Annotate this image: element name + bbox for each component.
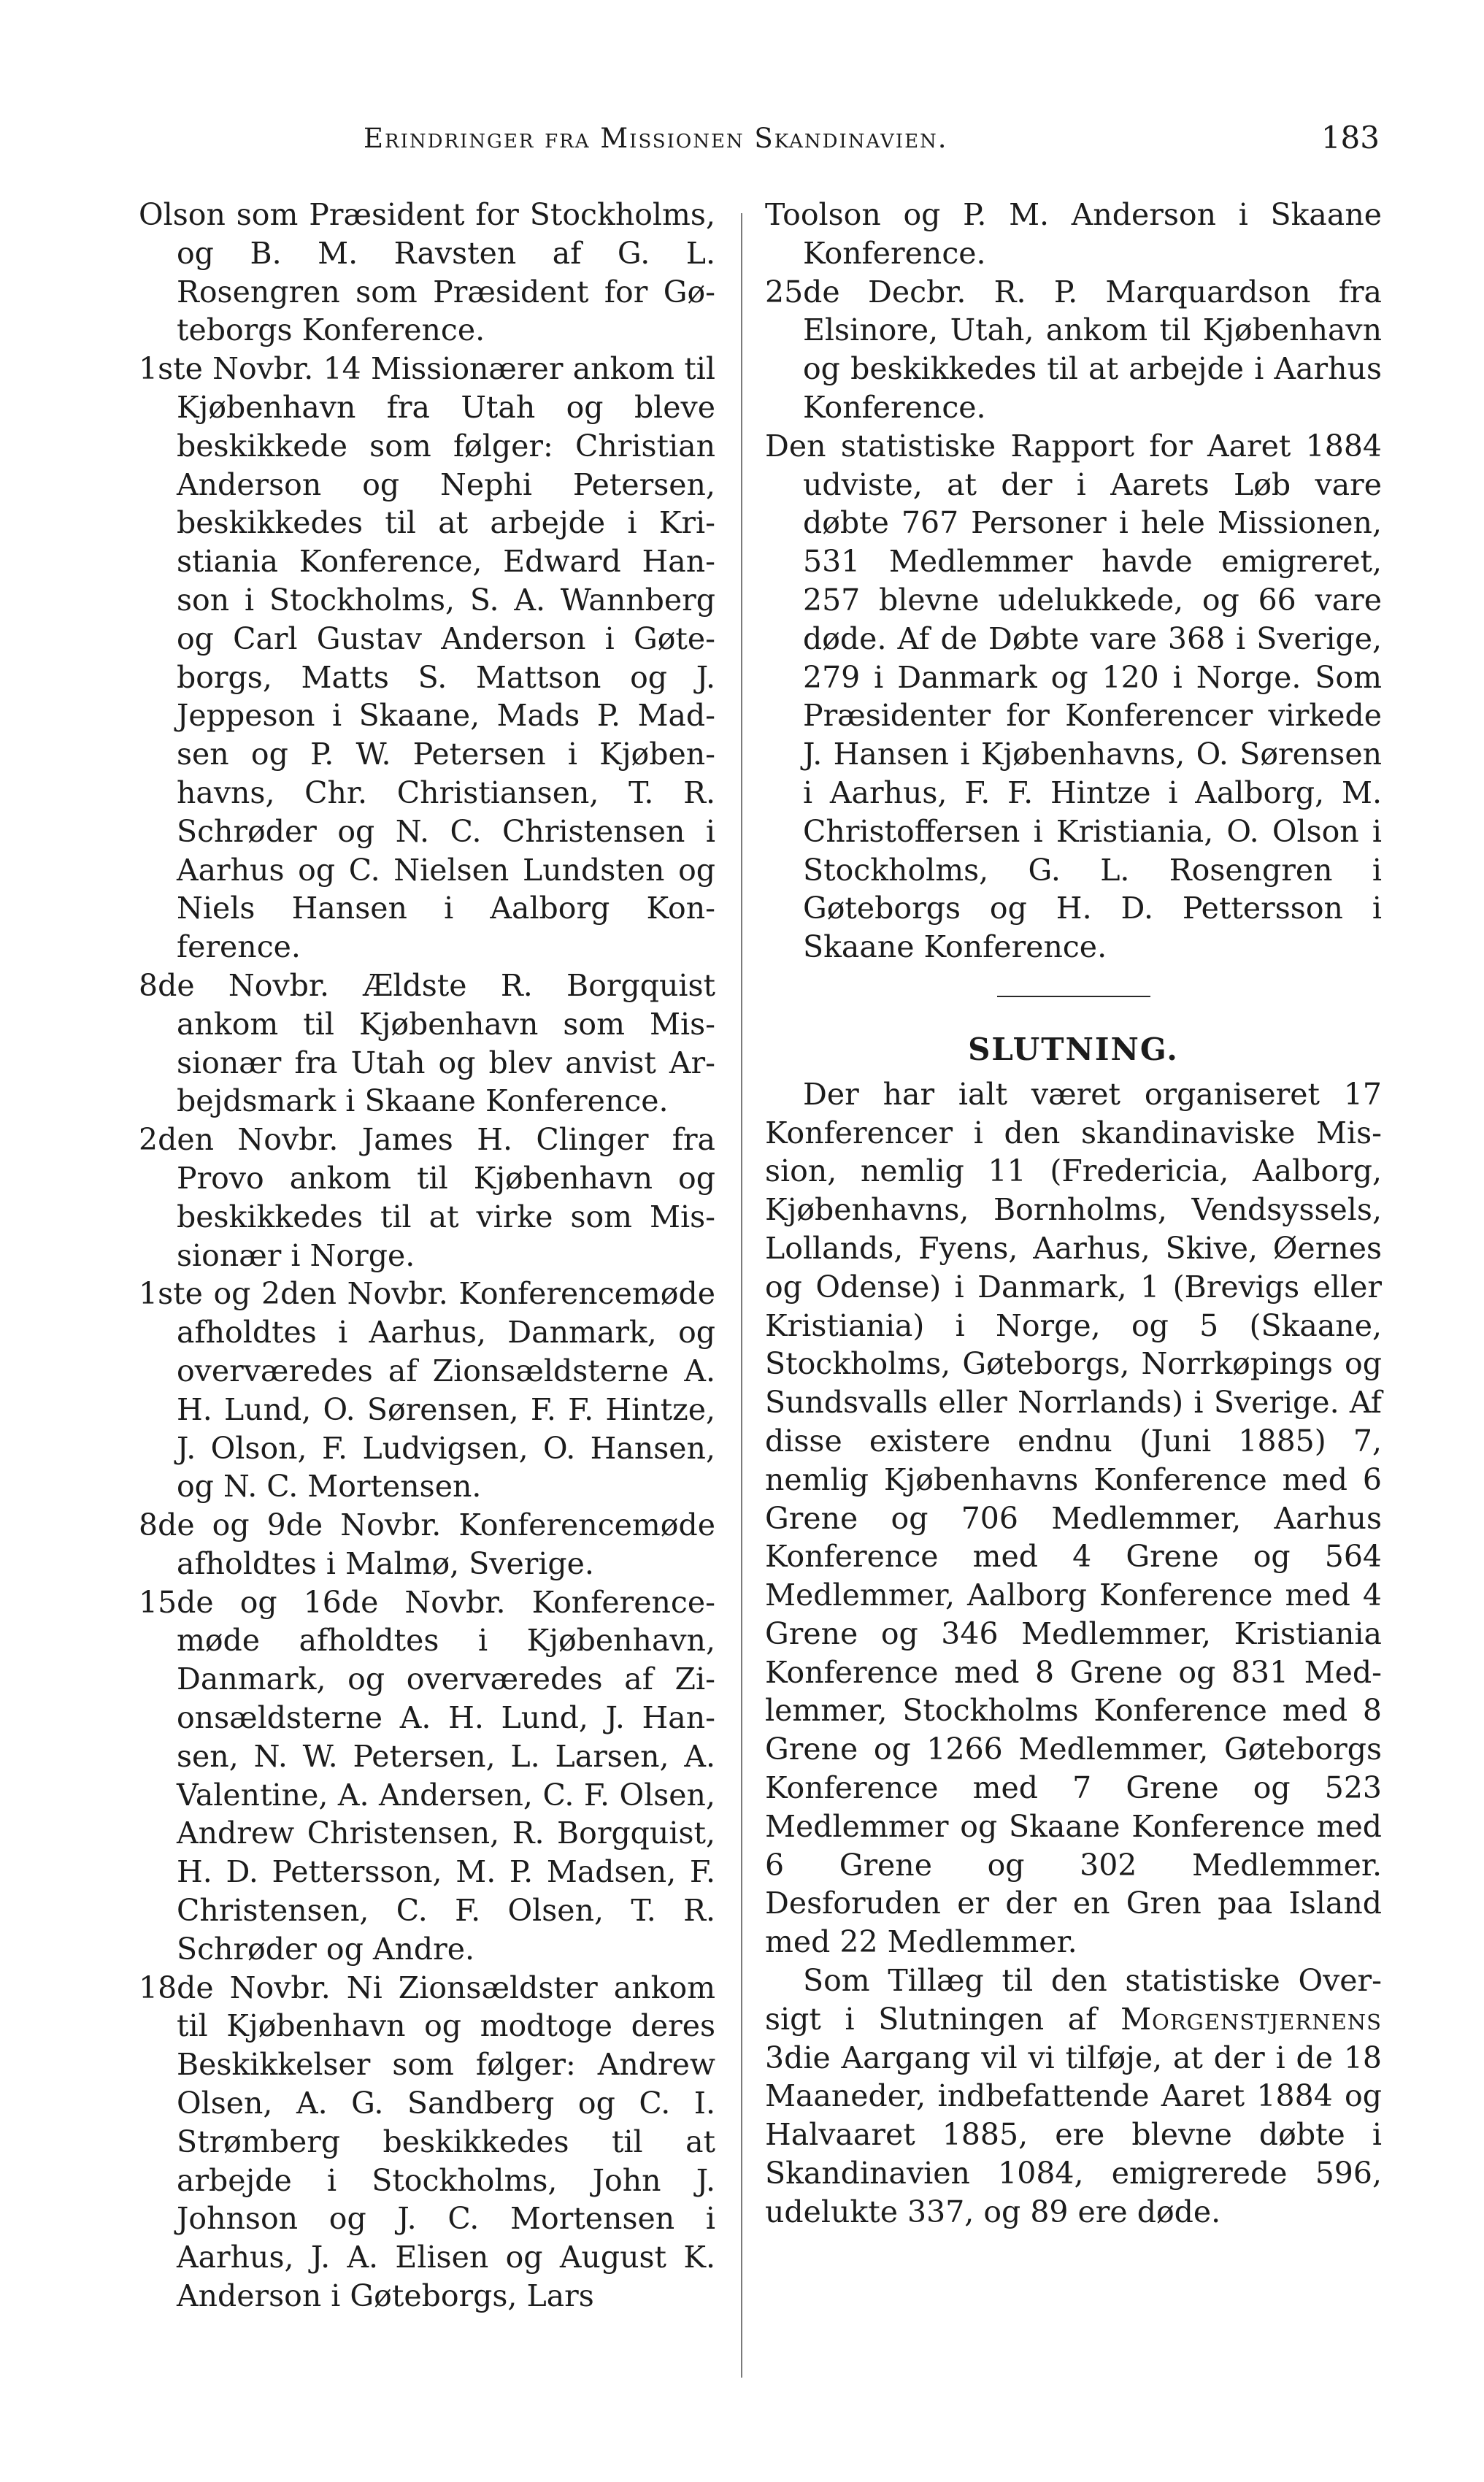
publication-name: Morgenstjernens xyxy=(1120,2001,1382,2037)
right-column xyxy=(765,196,1382,2232)
entry-paragraph: Toolson og P. M. Anderson i Skaane Konference. xyxy=(765,197,1382,271)
left-column xyxy=(139,196,715,2316)
entry-paragraph: 1ste Novbr. 14 Missionærer ankom til Kjøbenhavn fra Utah og bleve beskikkede som følger: Christian Anderson og Nephi Petersen, beskikkedes til at arbejde i Kristiania Konference, Edward Hanson i Stockholms, S. A. Wannberg og Carl Gustav Anderson i Gøteborgs, Matts S. Mattson og J. Jeppeson i Skaane, Mads P. Madsen og P. W. Petersen i Kjøbenhavns, Chr. Christiansen, T. R. Schrøder og N. C. Christensen i Aarhus og C. Nielsen Lundsten og Niels Hansen i Aalborg Konference. xyxy=(139,351,715,965)
entry-paragraph: 8de og 9de Novbr. Konferencemøde afholdtes i Malmø, Sverige. xyxy=(139,1507,715,1581)
entry-paragraph: 18de Novbr. Ni Zionsældster ankom til Kjøbenhavn og modtoge deres Beskikkelser som følger: Andrew Olsen, A. G. Sandberg og C. I. Strømberg beskikkedes til at arbejde i Stockholms, John J. Johnson og J. C. Mortensen i Aarhus, J. A. Elisen og August K. Anderson i Gøteborgs, Lars xyxy=(139,1970,715,2314)
running-title: Erindringer fra Missionen Skandinavien. xyxy=(364,123,948,154)
entry-paragraph: 2den Novbr. James H. Clinger fra Provo ankom til Kjøbenhavn og beskikkedes til at virke som Missionær i Norge. xyxy=(139,1122,715,1273)
page-number: 183 xyxy=(1320,120,1380,155)
addendum-text-start: Som Tillæg til den statistiske Oversigt i Slutningen af xyxy=(765,1963,1382,2037)
conclusion-paragraph: Der har ialt været organiseret 17 Konferencer i den skandinaviske Mission, nemlig 11 (Fredericia, Aalborg, Kjøbenhavns, Bornholms, Vendsyssels, Lollands, Fyens, Aarhus, Skive, Øernes og Odense) i Danmark, 1 (Brevigs eller Kristiania) i Norge, og 5 (Skaane, Stockholms, Gøteborgs, Norrkøpings og Sundsvalls eller Norrlands) i Sverige. Af disse existere endnu (Juni 1885) 7, nemlig Kjøbenhavns Konference med 6 Grene og 706 Medlemmer, Aarhus Konference med 4 Grene og 564 Medlemmer, Aalborg Konference med 4 Grene og 346 Medlemmer, Kristiania Konference med 8 Grene og 831 Medlemmer, Stockholms Konference med 8 Grene og 1266 Medlemmer, Gøteborgs Konference med 7 Grene og 523 Medlemmer og Skaane Konference med 6 Grene og 302 Medlemmer. Desforuden er der en Gren paa Island med 22 Medlemmer. xyxy=(765,1076,1382,1960)
entry-paragraph: Olson som Præsident for Stockholms, og B. M. Ravsten af G. L. Rosengren som Præsident for Gøteborgs Konference. xyxy=(139,197,715,348)
entry-paragraph: 1ste og 2den Novbr. Konferencemøde afholdtes i Aarhus, Danmark, og overværedes af Zionsældsterne A. H. Lund, O. Sørensen, F. F. Hintze, J. Olson, F. Ludvigsen, O. Hansen, og N. C. Mortensen. xyxy=(139,1276,715,1505)
addendum-paragraph xyxy=(765,1962,1382,2232)
page-header xyxy=(139,120,1380,174)
column-divider xyxy=(741,213,742,2378)
entry-paragraph: 25de Decbr. R. P. Marquardson fra Elsinore, Utah, ankom til Kjøbenhavn og beskikkedes til at arbejde i Aarhus Konference. xyxy=(765,274,1382,425)
entry-paragraph: 8de Novbr. Ældste R. Borgquist ankom til Kjøbenhavn som Missionær fra Utah og blev anvist Arbejdsmark i Skaane Konference. xyxy=(139,967,715,1119)
statistics-paragraph: Den statistiske Rapport for Aaret 1884 udviste, at der i Aarets Løb vare døbte 767 Personer i hele Missionen, 531 Medlemmer havde emigreret, 257 blevne udelukkede, og 66 vare døde. Af de Døbte vare 368 i Sverige, 279 i Danmark og 120 i Norge. Som Præsidenter for Konferencer virkede J. Hansen i Kjøbenhavns, O. Sørensen i Aarhus, F. F. Hintze i Aalborg, M. Christoffersen i Kristiania, O. Olson i Stockholms, G. L. Rosengren i Gøteborgs og H. D. Pettersson i Skaane Konference. xyxy=(765,428,1382,965)
addendum-text-end: 3die Aargang vil vi tilføje, at der i de 18 Maaneder, indbefattende Aaret 1884 og Halvaaret 1885, ere blevne døbte i Skandinavien 1084, emigrerede 596, udelukte 337, og 89 ere døde. xyxy=(765,2040,1382,2229)
section-divider xyxy=(997,996,1150,997)
section-heading: SLUTNING. xyxy=(968,1031,1179,1067)
entry-paragraph: 15de og 16de Novbr. Konferencemøde afholdtes i Kjøbenhavn, Danmark, og overværedes af Zionsældsterne A. H. Lund, J. Hansen, N. W. Petersen, L. Larsen, A. Valentine, A. Andersen, C. F. Olsen, Andrew Christensen, R. Borgquist, H. D. Pettersson, M. P. Madsen, F. Christensen, C. F. Olsen, T. R. Schrøder og Andre. xyxy=(139,1584,715,1967)
